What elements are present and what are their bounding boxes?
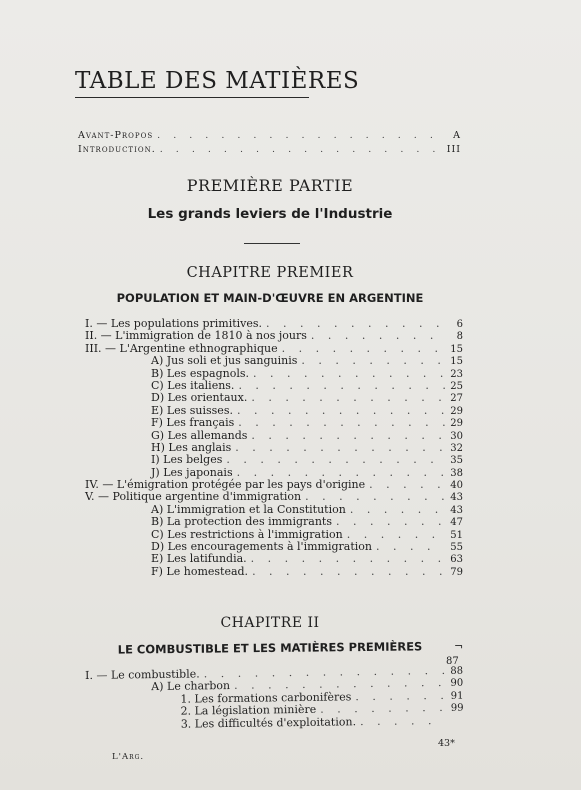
toc-entry-text: A) Le charbon (151, 679, 231, 694)
toc-entry-text: A) L'immigration et la Constitution (151, 502, 346, 516)
dot-leader (251, 553, 445, 565)
toc-entry-text: E) Les latifundia. (151, 552, 247, 566)
toc-entry-page: 27 (450, 393, 463, 405)
toc-entry (85, 516, 463, 528)
front-matter-row (78, 144, 461, 158)
dot-leader (336, 516, 445, 528)
dot-leader (350, 504, 445, 516)
dot-leader (301, 355, 445, 367)
toc-entry-text: A) Jus soli et jus sanguinis (151, 354, 298, 368)
toc-entry-page: 55 (450, 542, 463, 554)
toc-entry (85, 355, 463, 367)
chapter1-subtitle: POPULATION ET MAIN-D'ŒUVRE EN ARGENTINE (116, 291, 424, 305)
toc-entry-text: H) Les anglais (151, 440, 232, 454)
toc-entry-page: 43 (450, 492, 463, 504)
dot-leader (251, 392, 445, 404)
part-title: PREMIÈRE PARTIE (186, 176, 354, 195)
dot-leader (235, 442, 445, 454)
toc-entry (85, 392, 463, 404)
toc-entry (85, 405, 463, 417)
toc-entry-text: 2. La législation minière (180, 702, 317, 718)
toc-entry-text: C) Les restrictions à l'immigration (151, 527, 343, 541)
toc-entry-text: 1. Les formations carbonifères (180, 690, 352, 706)
toc-entry-page: 8 (456, 331, 463, 343)
toc-entry-text: I. — Le combustible. (84, 667, 200, 682)
dot-leader (237, 405, 445, 417)
part-subtitle: Les grands leviers de l'Industrie (147, 206, 393, 222)
toc-entry-page: 38 (450, 467, 463, 479)
toc-entry-text: B) La protection des immigrants (151, 515, 332, 529)
dot-leader (376, 541, 445, 553)
toc-entry-text: IV. — L'émigration protégée par les pays d'origine (85, 478, 366, 492)
toc-entry-page: 63 (450, 554, 463, 566)
dot-leader (282, 343, 445, 355)
toc-entry (85, 330, 463, 342)
toc-entry (85, 417, 463, 429)
toc-entry (85, 566, 463, 578)
page-title: TABLE DES MATIÈRES (75, 68, 360, 94)
dot-leader (311, 330, 445, 342)
toc-entry (85, 368, 463, 380)
toc-entry-page: 88 (450, 665, 464, 677)
toc-entry-page: 99 (450, 702, 464, 715)
toc-entry-text: I) Les belges (151, 453, 223, 467)
toc-entry-page: 47 (450, 517, 463, 529)
dot-leader (360, 715, 446, 729)
chapter2-title: CHAPITRE II (220, 615, 320, 631)
toc-entry-text: J) Les japonais (151, 465, 233, 479)
chapter1-entries (85, 318, 463, 578)
toc-entry (85, 454, 463, 466)
dot-leader (238, 380, 445, 392)
front-matter (78, 130, 461, 158)
toc-entry-page: 91 (450, 690, 464, 702)
toc-entry-text: F) Le homestead. (151, 564, 249, 578)
toc-entry (85, 541, 463, 553)
toc-entry-page: 79 (450, 566, 463, 578)
footer-sheet-number: 43* (438, 738, 455, 749)
dot-leader (226, 454, 445, 466)
dot-leader (157, 130, 443, 141)
toc-entry-text: B) Les espagnols. (151, 366, 249, 380)
dot-leader (238, 417, 445, 429)
toc-entry-page: 23 (450, 368, 463, 380)
front-matter-page: III (446, 144, 461, 155)
footer-signature: L'Arg. (112, 752, 145, 762)
toc-entry-page: 43 (450, 504, 463, 516)
toc-entry-page: 35 (450, 455, 463, 467)
chapter2-mark: ¬ (454, 640, 464, 653)
front-matter-row (78, 130, 461, 144)
toc-entry-page: 25 (450, 380, 463, 392)
front-matter-label: Avant-Propos (78, 130, 154, 141)
dot-leader (160, 144, 443, 155)
toc-entry-page: 29 (450, 418, 463, 430)
title-underline (75, 97, 309, 98)
toc-entry-page: 90 (450, 678, 464, 690)
toc-entry-page: 51 (450, 529, 463, 541)
toc-entry-text: V. — Politique argentine d'immigration (85, 490, 302, 504)
toc-entry-text: D) Les encouragements à l'immigration (151, 540, 372, 554)
toc-entry (85, 553, 463, 565)
chapter1-title: CHAPITRE PREMIER (186, 265, 354, 281)
front-matter-label: Introduction. (78, 144, 156, 155)
toc-entry-text: E) Les suisses. (151, 403, 233, 417)
toc-entry (85, 430, 463, 442)
part-divider (244, 243, 300, 244)
toc-entry-text: 3. Les difficultés d'exploitation. (180, 714, 357, 731)
chapter2-entries (85, 665, 464, 732)
dot-leader (252, 566, 445, 578)
toc-entry-page: 32 (450, 442, 463, 454)
toc-entry (85, 442, 463, 454)
dot-leader (305, 491, 445, 503)
front-matter-page: A (453, 130, 461, 141)
dot-leader (251, 430, 445, 442)
toc-entry-page: 15 (450, 343, 463, 355)
toc-entry-text: F) Les français (151, 416, 235, 430)
toc-entry (85, 491, 463, 503)
toc-entry-text: C) Les italiens. (151, 378, 235, 392)
toc-entry-text: III. — L'Argentine ethnographique (85, 341, 278, 355)
toc-entry-page: 29 (450, 405, 463, 417)
toc-entry-page: 40 (450, 480, 463, 492)
toc-entry-text: II. — L'immigration de 1810 à nos jours (85, 329, 307, 343)
toc-entry-page: 6 (456, 319, 463, 330)
toc-entry-text: D) Les orientaux. (151, 391, 248, 405)
chapter2-start-page: 87 (446, 656, 459, 667)
dot-leader (253, 368, 445, 380)
toc-entry-text: I. — Les populations primitives. (85, 317, 263, 330)
dot-leader (369, 479, 445, 491)
toc-entry (85, 380, 463, 392)
toc-entry-page: 30 (450, 430, 463, 442)
toc-entry-text: G) Les allemands (151, 428, 248, 442)
chapter2-subtitle: LE COMBUSTIBLE ET LES MATIÈRES PREMIÈRES (117, 639, 423, 657)
toc-entry-page: 15 (450, 356, 463, 368)
